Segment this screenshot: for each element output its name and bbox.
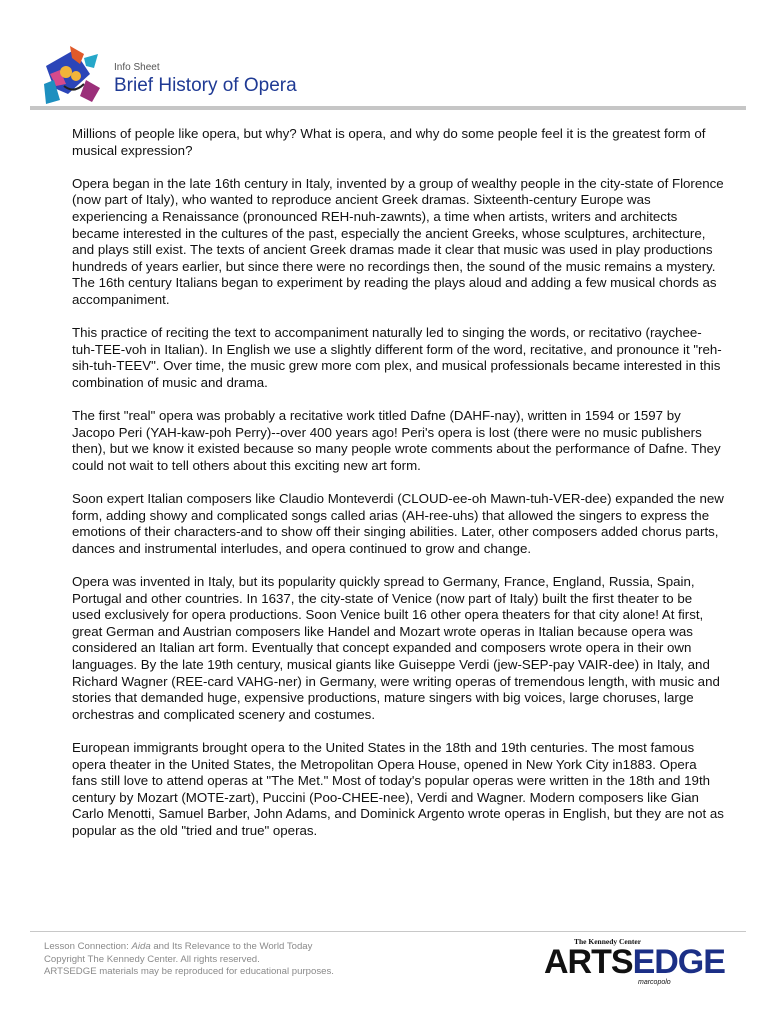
lesson-connection-prefix: Lesson Connection: — [44, 941, 132, 952]
paragraph-monteverdi: Soon expert Italian composers like Claudio Monteverdi (CLOUD-ee-oh Mawn-tuh-VER-dee) expanded the new form, adding showy and complicated songs called arias (AH-ree-uhs) that allowed the singers to express the emotions of their characters-and to show off their singing abilities. Later, other composers added chorus parts, dances and instrumental interludes, and opera continued to grow and change. — [72, 491, 724, 556]
footer-divider — [30, 931, 746, 932]
lesson-connection-suffix: and Its Relevance to the World Today — [150, 941, 313, 952]
opera-mask-logo-icon — [40, 44, 104, 108]
page-title: Brief History of Opera — [114, 75, 297, 96]
artsedge-logo — [544, 936, 725, 992]
artsedge-wordmark — [544, 944, 725, 980]
paragraph-spread: Opera was invented in Italy, but its popularity quickly spread to Germany, France, England, Russia, Spain, Portugal and other countries. In 1637, the city-state of Venice (now part of Italy) built the first theater to be used exclusively for opera productions. Soon Venice built 16 other opera theaters for that city alone! At first, great German and Austrian composers like Handel and Mozart wrote operas in Italian because opera was considered an Italian art form. Eventually that concept expanded and composers wrote opera in their own languages. By the late 19th century, musical giants like Guiseppe Verdi (jew-SEP-pay VAIR-dee) in Italy, and Richard Wagner (REE-card VAHG-ner) in Germany, were writing operas of tremendous length, with music and stories that demanded huge, expensive productions, mature singers with big voices, large choruses, large orchestras and complicated scenery and costumes. — [72, 574, 720, 722]
marcopolo-label: marcopolo — [638, 979, 671, 986]
paragraph-origins: Opera began in the late 16th century in Italy, invented by a group of wealthy people in the city-state of Florence (now part of Italy), who wanted to reproduce ancient Greek dramas. Sixteenth-century Europe was experiencing a Renaissance (pronounced REH-nuh-zawnts), a time when artists, writers and architects became interested in the cultures of the past, especially the ancient Greeks, whose sculptures, architecture, and plays still exist. The texts of ancient Greek dramas made it clear that music was used in play productions hundreds of years earlier, but since there were no recordings then, the sound of the music remains a mystery. The 16th century Italians began to experiment by reading the plays aloud and adding a few musical chords as accompaniment. — [72, 175, 724, 307]
reproduction-notice: ARTSEDGE materials may be reproduced for educational purposes. — [44, 966, 334, 978]
footer-credits — [44, 941, 334, 979]
lesson-connection — [44, 941, 334, 954]
article-body — [72, 126, 724, 856]
paragraph-intro: Millions of people like opera, but why? What is opera, and why do some people feel it is the greatest form of musical expression? — [72, 126, 706, 158]
lesson-title: Aida — [131, 941, 151, 952]
paragraph-recitativo: This practice of reciting the text to accompaniment naturally led to singing the words, or recitativo (raychee-tuh-TEE-voh in Italian). In English we use a slightly different form of the word, recitative, and pronounce it "reh-sih-tuh-TEEV". Over time, the music grew more com plex, and musical professionals became interested in this combination of music and drama. — [72, 325, 722, 390]
paragraph-united-states: European immigrants brought opera to the United States in the 18th and 19th centuries. The most famous opera theater in the United States, the Metropolitan Opera House, opened in New York City in1883. Opera fans still love to attend operas at "The Met." Most of today's popular operas were written in the 18th and 19th century by Mozart (MOTE-zart), Puccini (Poo-CHEE-nee), Verdi and Wagner. Modern composers like Gian Carlo Menotti, Samuel Barber, John Adams, and Dominick Argento wrote operas in English, but they are not as popular as the old "tried and true" operas. — [72, 739, 724, 838]
wordmark-edge: EDGE — [632, 943, 725, 981]
page-header — [0, 0, 768, 112]
kennedy-center-label: The Kennedy Center — [574, 937, 642, 946]
copyright-notice: Copyright The Kennedy Center. All rights reserved. — [44, 953, 260, 965]
wordmark-arts: ARTS — [544, 943, 633, 981]
paragraph-dafne: The first "real" opera was probably a recitative work titled Dafne (DAHF-nay), written in 1594 or 1597 by Jacopo Peri (YAH-kaw-poh Perry)--over 400 years ago! Peri's opera is lost (there were no music publishers then), but we know it existed because so many people wrote comments about the performance of Dafne. They could not wait to tell others about this exciting new art form. — [72, 408, 721, 473]
header-divider — [30, 106, 746, 110]
info-sheet-label: Info Sheet — [114, 62, 160, 73]
